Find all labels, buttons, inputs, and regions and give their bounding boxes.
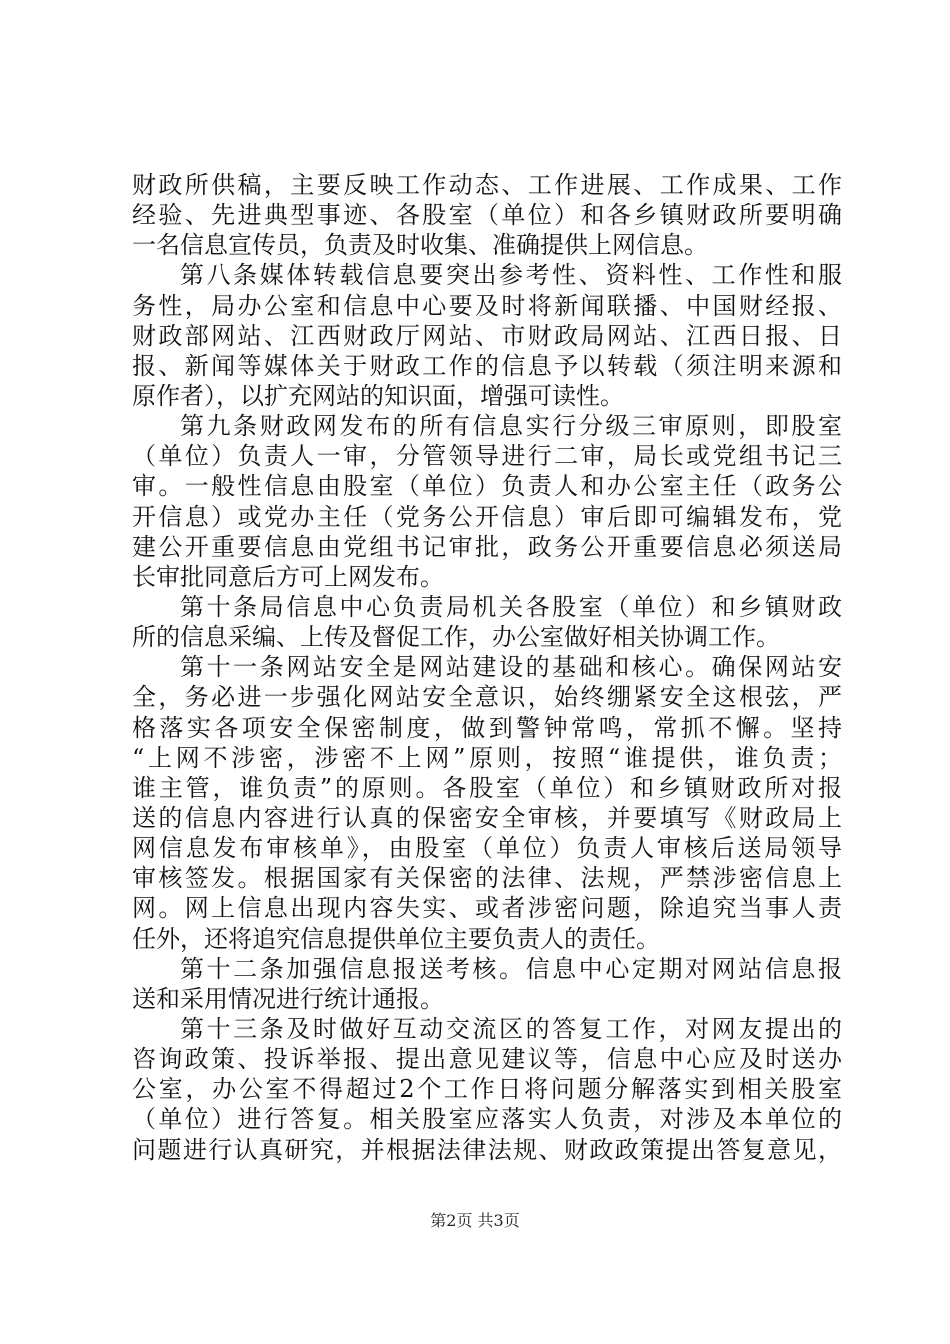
- text-line: 公室，办公室不得超过2个工作日将问题分解落实到相关股室: [132, 1075, 842, 1104]
- text-line: 送和采用情况进行统计通报。: [132, 984, 444, 1013]
- text-line: 送的信息内容进行认真的保密安全审核，并要填写《财政局上: [132, 803, 842, 832]
- text-line: 审核签发。根据国家有关保密的法律、法规，严禁涉密信息上: [132, 864, 842, 893]
- page-number: 第2页 共3页: [430, 1211, 520, 1230]
- text-line: 第十条局信息中心负责局机关各股室（单位）和乡镇财政: [180, 592, 842, 621]
- text-line: 第十二条加强信息报送考核。信息中心定期对网站信息报: [180, 954, 842, 983]
- text-line: 审。一般性信息由股室（单位）负责人和办公室主任（政务公: [132, 472, 842, 501]
- text-line: 咨询政策、投诉举报、提出意见建议等，信息中心应及时送办: [132, 1045, 842, 1074]
- document-body: [132, 170, 842, 1165]
- text-line: “上网不涉密，涉密不上网”原则，按照“谁提供，谁负责；: [132, 743, 842, 772]
- text-line: 经验、先进典型事迹、各股室（单位）和各乡镇财政所要明确: [132, 201, 842, 230]
- text-line: 任外，还将追究信息提供单位主要负责人的责任。: [132, 924, 660, 953]
- text-line: 全，务必进一步强化网站安全意识，始终绷紧安全这根弦，严: [132, 683, 842, 712]
- text-line: 网信息发布审核单》，由股室（单位）负责人审核后送局领导: [132, 834, 842, 863]
- text-line: 务性，局办公室和信息中心要及时将新闻联播、中国财经报、: [132, 291, 842, 320]
- text-line: 建公开重要信息由党组书记审批，政务公开重要信息必须送局: [132, 532, 842, 561]
- text-line: 第八条媒体转载信息要突出参考性、资料性、工作性和服: [180, 261, 842, 290]
- text-line: （单位）进行答复。相关股室应落实人负责，对涉及本单位的: [132, 1105, 842, 1134]
- text-line: 开信息）或党办主任（党务公开信息）审后即可编辑发布，党: [132, 502, 842, 531]
- text-line: 财政所供稿，主要反映工作动态、工作进展、工作成果、工作: [132, 171, 842, 199]
- text-line: 报、新闻等媒体关于财政工作的信息予以转载（须注明来源和: [132, 351, 842, 380]
- text-line: 第十一条网站安全是网站建设的基础和核心。确保网站安: [180, 653, 842, 682]
- text-line: 第九条财政网发布的所有信息实行分级三审原则，即股室: [180, 412, 842, 441]
- text-line: 财政部网站、江西财政厅网站、市财政局网站、江西日报、日: [132, 321, 842, 350]
- text-line: 格落实各项安全保密制度，做到警钟常鸣，常抓不懈。坚持: [132, 713, 842, 742]
- text-line: 第十三条及时做好互动交流区的答复工作，对网友提出的: [180, 1014, 842, 1043]
- text-line: 原作者），以扩充网站的知识面，增强可读性。: [132, 381, 624, 410]
- text-line: 问题进行认真研究，并根据法律法规、财政政策提出答复意见，: [132, 1135, 842, 1164]
- text-line: 网。网上信息出现内容失实、或者涉密问题，除追究当事人责: [132, 894, 842, 923]
- text-line: 长审批同意后方可上网发布。: [132, 562, 444, 591]
- text-line: （单位）负责人一审，分管领导进行二审，局长或党组书记三: [132, 442, 842, 471]
- text-line: 所的信息采编、上传及督促工作，办公室做好相关协调工作。: [132, 623, 780, 652]
- text-line: 一名信息宣传员，负责及时收集、准确提供上网信息。: [132, 231, 708, 260]
- text-line: 谁主管，谁负责”的原则。各股室（单位）和乡镇财政所对报: [132, 773, 842, 802]
